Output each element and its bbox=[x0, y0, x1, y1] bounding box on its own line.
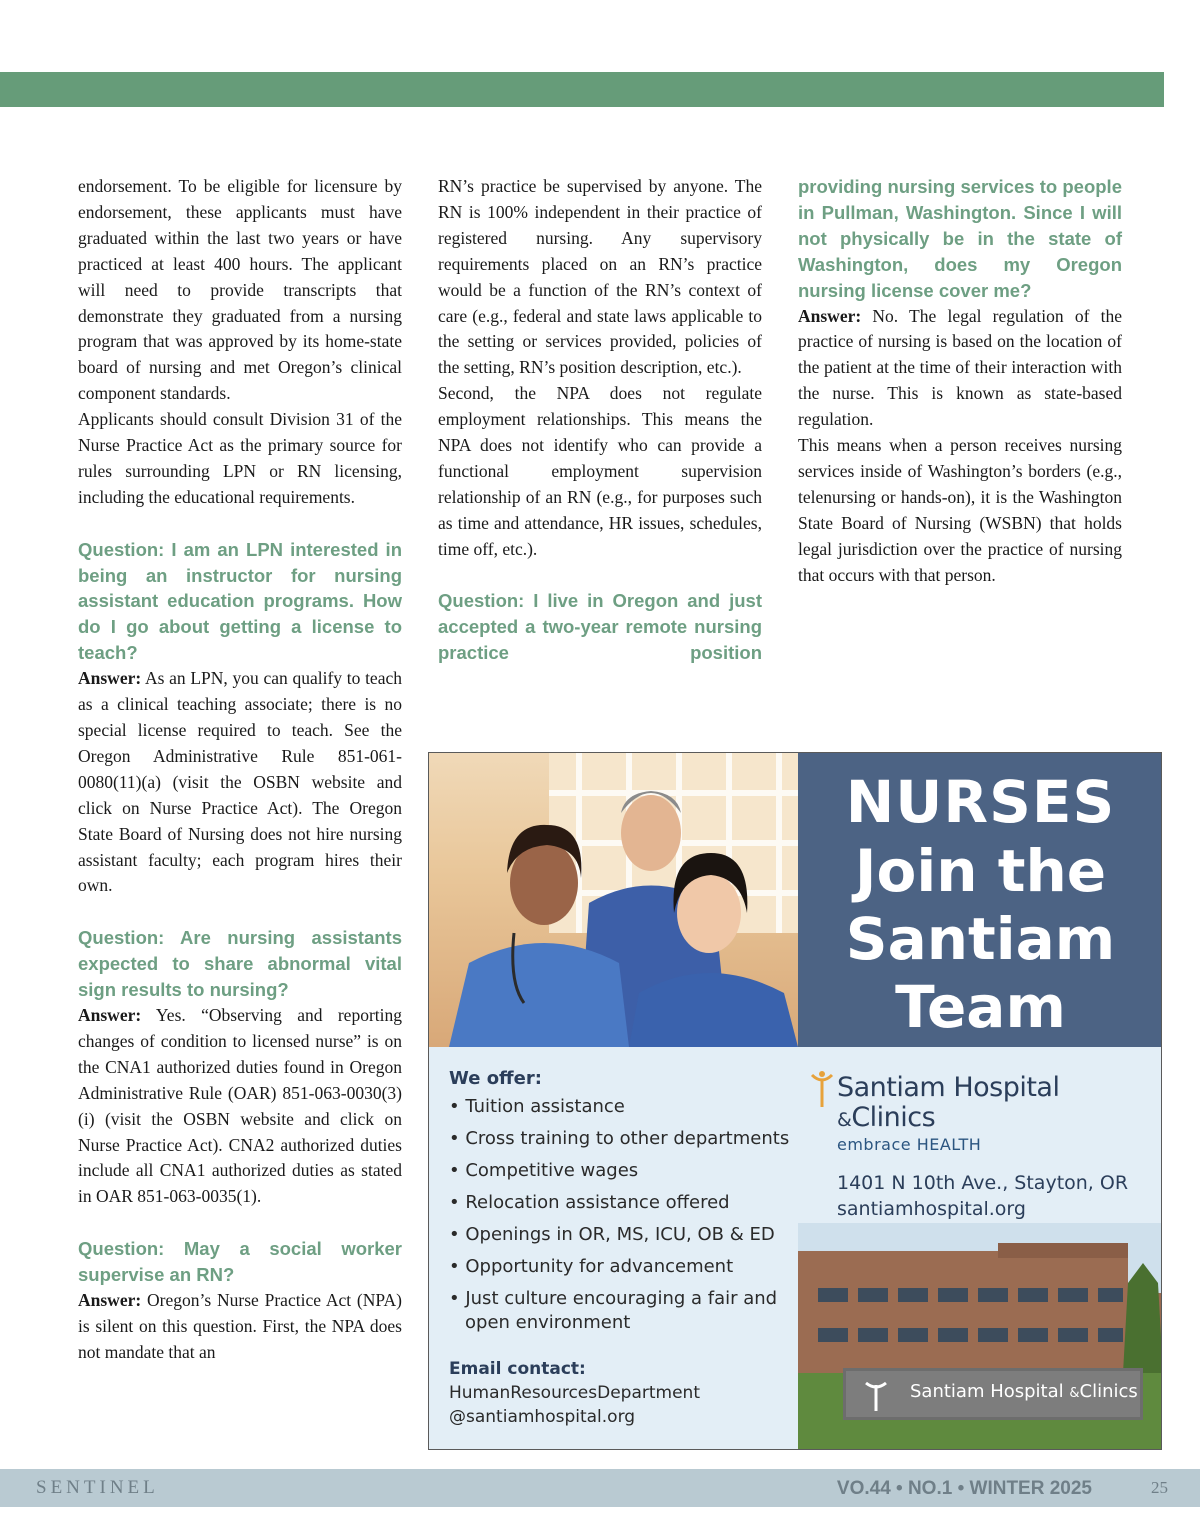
page-number: 25 bbox=[1151, 1478, 1168, 1497]
answer-paragraph bbox=[78, 1003, 402, 1210]
brand-ampersand: & bbox=[837, 1109, 852, 1131]
email-address-line2[interactable]: @santiamhospital.org bbox=[449, 1407, 636, 1427]
sign-ampersand: & bbox=[1069, 1386, 1080, 1401]
answer-paragraph bbox=[78, 1288, 402, 1366]
hospital-building-photo bbox=[798, 1223, 1162, 1450]
question-heading-continued: providing nursing services to people in Pullman, Washington. Since I will not physically be in the state of Washington, does my Oregon nursing license cover me? bbox=[798, 176, 1122, 301]
answer-label: Answer: bbox=[78, 1289, 142, 1310]
answer-text: As an LPN, you can qualify to teach as a clinical teaching associate; there is no special license required to teach. See the Oregon Administrative Rule 851-061-0080(11)(a) (visit the OSBN website and click on Nurse Practice Act). The Oregon State Board of Nursing does not hire nursing assistant faculty; each program hires their own. bbox=[78, 668, 402, 896]
offer-item: • Competitive wages bbox=[449, 1159, 799, 1183]
nurses-illustration bbox=[429, 753, 798, 1047]
offer-item: • Just culture encouraging a fair and open environment bbox=[449, 1287, 799, 1335]
offer-item: • Tuition assistance bbox=[449, 1095, 799, 1119]
sign-clinics: Clinics bbox=[1079, 1381, 1138, 1402]
answer-text: No. The legal regulation of the practice of nursing is based on the location of the patient at the time of their interaction with the nurse. This is known as state-based regulation. bbox=[798, 305, 1122, 430]
paragraph: Second, the NPA does not regulate employment relationships. This means the NPA does not identify who can provide a functional employment supervision relationship of an RN (e.g., for purposes such as time and attendance, HR issues, schedules, time off, etc.). bbox=[438, 383, 762, 559]
article-column-3 bbox=[798, 174, 1122, 589]
answer-text: Oregon’s Nurse Practice Act (NPA) is silent on this question. First, the NPA does not mandate that an bbox=[78, 1289, 402, 1362]
building-illustration bbox=[798, 1223, 1162, 1450]
brand-name: Santiam Hospital bbox=[837, 1072, 1060, 1103]
question-heading: Question: May a social worker supervise an RN? bbox=[78, 1238, 402, 1286]
offer-title: We offer: bbox=[449, 1068, 542, 1089]
headline-santiam: Santiam bbox=[845, 905, 1116, 973]
header-accent-bar bbox=[0, 72, 1164, 107]
email-address-line1[interactable]: HumanResourcesDepartment bbox=[449, 1383, 700, 1403]
paragraph: This means when a person receives nursing services inside of Washington’s borders (e.g., telenursing or hands-on), it is the Washington State Board of Nursing (WSBN) that holds legal jurisdiction over the practice of nursing that occurs with that person. bbox=[798, 435, 1122, 585]
answer-label: Answer: bbox=[78, 1004, 142, 1025]
answer-text: Yes. “Observing and reporting changes of condition to licensed nurse” is on the CNA1 authorized duties found in Oregon Administrative Rule (OAR) 851-063-0030(3)(i) (visit the OSBN website and click on Nurse Practice Act). CNA2 authorized duties include all CNA1 authorized duties as stated in OAR 851-063-0035(1). bbox=[78, 1004, 402, 1207]
offer-list bbox=[449, 1095, 799, 1335]
santiam-hospital-advertisement bbox=[428, 752, 1162, 1450]
headline-join: Join the bbox=[854, 837, 1107, 905]
offer-item: • Relocation assistance offered bbox=[449, 1191, 799, 1215]
hospital-brand bbox=[809, 1073, 1159, 1222]
publication-name: SENTINEL bbox=[36, 1477, 159, 1498]
brand-tagline: embrace HEALTH bbox=[837, 1135, 982, 1154]
sign-name: Santiam Hospital bbox=[910, 1381, 1064, 1402]
headline-team: Team bbox=[895, 973, 1066, 1041]
answer-paragraph bbox=[78, 666, 402, 899]
paragraph: RN’s practice be supervised by anyone. The RN is 100% independent in their practice of registered nursing. Any supervisory requirements placed on an RN’s practice would be a function of the RN’s context of care (e.g., federal and state laws applicable to the setting or services provided, policies of the setting, RN’s position description, etc.). bbox=[438, 176, 762, 378]
question-heading: Question: I live in Oregon and just accepted a two-year remote nursing practice position bbox=[438, 590, 762, 664]
article-column-2 bbox=[438, 174, 762, 666]
paragraph: Applicants should consult Division 31 of the Nurse Practice Act as the primary source for rules surrounding LPN or RN licensing, including the educational requirements. bbox=[78, 409, 402, 507]
article-column-1 bbox=[78, 174, 402, 1366]
brand-clinics: Clinics bbox=[851, 1102, 936, 1133]
headline-nurses: NURSES bbox=[845, 768, 1116, 836]
nurses-photo bbox=[429, 753, 798, 1047]
hospital-address: 1401 N 10th Ave., Stayton, OR bbox=[837, 1172, 1129, 1194]
hospital-logo bbox=[809, 1073, 1159, 1135]
issue-info: VO.44 • NO.1 • WINTER 2025 bbox=[836, 1478, 1092, 1499]
building-sign-text bbox=[910, 1381, 1138, 1402]
question-heading: Question: Are nursing assistants expected to share abnormal vital sign results to nursing? bbox=[78, 927, 402, 1001]
offer-item: • Opportunity for advancement bbox=[449, 1255, 799, 1279]
hospital-website[interactable]: santiamhospital.org bbox=[837, 1198, 1026, 1220]
offer-list-section bbox=[449, 1063, 799, 1343]
caduceus-icon bbox=[809, 1069, 835, 1109]
email-contact bbox=[449, 1357, 700, 1429]
answer-paragraph bbox=[798, 304, 1122, 434]
offer-item: • Cross training to other departments bbox=[449, 1127, 799, 1151]
offer-item: • Openings in OR, MS, ICU, OB & ED bbox=[449, 1223, 799, 1247]
question-heading: Question: I am an LPN interested in being an instructor for nursing assistant education programs. How do I go about getting a license to teach? bbox=[78, 538, 402, 664]
page-footer bbox=[0, 1469, 1200, 1507]
answer-label: Answer: bbox=[78, 668, 142, 689]
answer-label: Answer: bbox=[798, 305, 862, 326]
email-title: Email contact: bbox=[449, 1359, 586, 1379]
headline-panel bbox=[798, 753, 1162, 1047]
paragraph: endorsement. To be eligible for licensure by endorsement, these applicants must have graduated within the last two years or have practiced at least 400 hours. The applicant will need to provide transcripts that demonstrate they graduated from a nursing program that was approved by its home-state board of nursing and met Oregon’s clinical component standards. bbox=[78, 176, 402, 404]
